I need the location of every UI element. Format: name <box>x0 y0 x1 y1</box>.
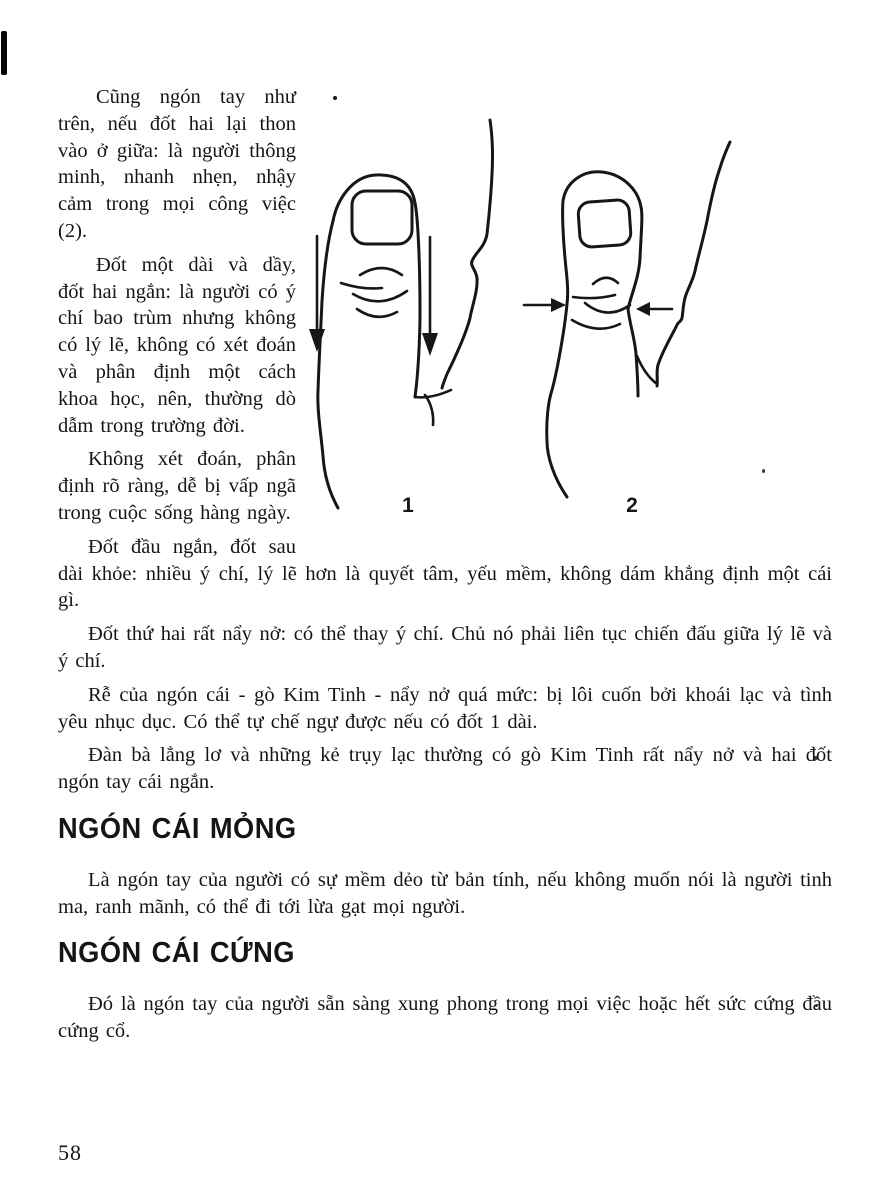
paragraph-long-first-phalanx: Đốt một dài và dầy, đốt hai ngắn: là người có ý chí bao trùm nhưng không có lý lẽ, không có xét đoán và phân định một cách khoa học, nên, thường dò dẫm trong trường đời. <box>58 253 296 437</box>
down-arrow-icon <box>422 237 438 356</box>
ink-speck <box>333 96 337 100</box>
paragraph-no-judgement: Không xét đoán, phân định rõ ràng, dễ bị vấp ngã trong cuộc sống hàng ngày. <box>58 448 296 524</box>
paragraph-short-first-phalanx: Đốt đầu ngắn, đốt sau dài khỏe: nhiều ý chí, lý lẽ hơn là quyết tâm, yếu mềm, không dám khẳng định một cái gì. <box>58 535 832 612</box>
thumb-1-nail <box>352 191 412 244</box>
page-number: 58 <box>58 1140 82 1165</box>
figure-label-1: 1 <box>402 494 414 517</box>
inward-arrow-icon <box>524 298 566 312</box>
figure-label-2: 2 <box>626 494 638 517</box>
heading-ngon-cai-cung: NGÓN CÁI CỨNG <box>58 937 295 970</box>
paragraph-venus-mount: Rễ của ngón cái - gò Kim Tinh - nẩy nở quá mức: bị lôi cuốn bởi khoái lạc và tình yêu nhục dục. Có thể tự chế ngự được nếu có đốt 1 dài. <box>58 683 832 733</box>
thumb-2-nail <box>578 199 632 247</box>
thumb-1-drawing <box>309 96 493 517</box>
paragraph-tapered-joint: Cũng ngón tay như trên, nếu đốt hai lại thon vào ở giữa: là người thông minh, nhanh nhẹn, nhậy cảm trong mọi công việc (2). <box>58 86 296 242</box>
thumb-illustration-svg <box>300 84 832 546</box>
paragraph-stiff-thumb: Đó là ngón tay của người sẵn sàng xung phong trong mọi việc hoặc hết sức cứng đầu cứng cổ. <box>58 993 832 1042</box>
heading-ngon-cai-mong: NGÓN CÁI MỎNG <box>58 812 297 845</box>
paragraph-second-phalanx: Đốt thứ hai rất nẩy nở: có thể thay ý chí. Chủ nó phải liên tục chiến đấu giữa lý lẽ và ý chí. <box>58 623 832 672</box>
thumb-figure <box>300 84 832 546</box>
scan-artifact-mark <box>1 31 7 75</box>
paragraph-thin-thumb: Là ngón tay của người có sự mềm dẻo từ bản tính, nếu không muốn nói là người tinh ma, ranh mãnh, có thể đi tới lừa gạt mọi người. <box>58 868 832 918</box>
body-text <box>58 84 832 1052</box>
paragraph-venus-mount-women: Đàn bà lẳng lơ và những kẻ trụy lạc thường có gò Kim Tinh rất nẩy nở và hai đốt ngón tay cái ngắn. <box>58 744 832 794</box>
thumb-2-drawing <box>524 142 730 517</box>
inward-arrow-icon <box>636 302 672 316</box>
